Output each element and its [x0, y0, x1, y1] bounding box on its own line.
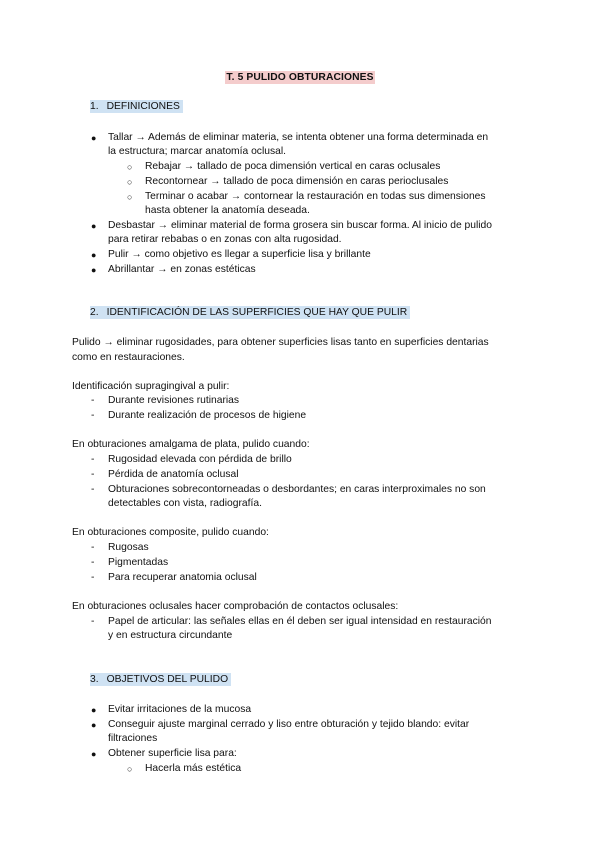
dash-bullet: -	[91, 410, 95, 421]
list-item-text: Obturaciones sobrecontorneadas o desbordantes; en caras interproximales no son	[108, 484, 486, 495]
list-item-text: Pérdida de anatomía oclusal	[108, 469, 239, 480]
sub-list-item-text: Hacerla más estética	[145, 763, 242, 774]
circle-bullet-icon: ○	[127, 162, 133, 172]
section-heading-definiciones: 1. DEFINICIONES	[90, 101, 183, 112]
list-item-text: y en estructura circundante	[108, 630, 233, 641]
section-heading-objetivos: 3. OBJETIVOS DEL PULIDO	[90, 674, 231, 685]
list-item-text: filtraciones	[108, 733, 158, 744]
paragraph-text: En obturaciones amalgama de plata, pulido cuando:	[72, 439, 310, 450]
circle-bullet-icon: ○	[127, 192, 133, 202]
circle-bullet-icon: ○	[127, 764, 133, 774]
paragraph-text: Pulido → eliminar rugosidades, para obtener superficies lisas tanto en superficies dentarias	[72, 337, 489, 348]
dash-bullet: -	[91, 484, 95, 495]
bullet-icon: ●	[91, 720, 97, 730]
paragraph-text: Identificación supragingival a pulir:	[72, 381, 230, 392]
list-item-text: Durante realización de procesos de higiene	[108, 410, 307, 421]
bullet-icon: ●	[91, 221, 97, 231]
sub-list-item-text: Recontornear → tallado de poca dimensión en caras perioclusales	[145, 176, 449, 187]
list-item-text: Para recuperar anatomia oclusal	[108, 572, 257, 583]
list-item-text: Abrillantar → en zonas estéticas	[108, 264, 256, 275]
sub-list-item-text: hasta obtener la anatomía deseada.	[145, 205, 310, 216]
list-item-text: Pigmentadas	[108, 557, 169, 568]
list-item-text: Rugosidad elevada con pérdida de brillo	[108, 454, 292, 465]
list-item-text: Pulir → como objetivo es llegar a superficie lisa y brillante	[108, 249, 371, 260]
bullet-icon: ●	[91, 265, 97, 275]
paragraph-text: En obturaciones oclusales hacer comprobación de contactos oclusales:	[72, 601, 399, 612]
list-item-text: Rugosas	[108, 542, 149, 553]
list-item-text: Evitar irritaciones de la mucosa	[108, 704, 252, 715]
list-item-text: detectables con vista, radiografía.	[108, 498, 262, 509]
section-heading-identificacion: 2. IDENTIFICACIÓN DE LAS SUPERFICIES QUE HAY QUE PULIR	[90, 307, 410, 318]
list-item-text: Tallar → Además de eliminar materia, se intenta obtener una forma determinada en	[108, 132, 489, 143]
list-item-text: Obtener superficie lisa para:	[108, 748, 237, 759]
list-item-text: Desbastar → eliminar material de forma grosera sin buscar forma. Al inicio de pulido	[108, 220, 493, 231]
sub-list-item-text: Terminar o acabar → contornear la restauración en todas sus dimensiones	[145, 191, 486, 202]
page-title: T. 5 PULIDO OBTURACIONES	[226, 72, 374, 83]
dash-bullet: -	[91, 572, 95, 583]
circle-bullet-icon: ○	[127, 177, 133, 187]
bullet-icon: ●	[91, 705, 97, 715]
dash-bullet: -	[91, 469, 95, 480]
paragraph-text: En obturaciones composite, pulido cuando:	[72, 527, 269, 538]
list-item-text: para retirar rebabas o en zonas con alta rugosidad.	[108, 234, 342, 245]
bullet-icon: ●	[91, 749, 97, 759]
list-item-text: Conseguir ajuste marginal cerrado y liso entre obturación y tejido blando: evitar	[108, 719, 470, 730]
dash-bullet: -	[91, 542, 95, 553]
dash-bullet: -	[91, 395, 95, 406]
bullet-icon: ●	[91, 250, 97, 260]
list-item-text: Durante revisiones rutinarias	[108, 395, 240, 406]
paragraph-text: como en restauraciones.	[72, 352, 185, 363]
dash-bullet: -	[91, 454, 95, 465]
list-item-text: Papel de articular: las señales ellas en él deben ser igual intensidad en restauración	[108, 616, 492, 627]
dash-bullet: -	[91, 557, 95, 568]
sub-list-item-text: Rebajar → tallado de poca dimensión vertical en caras oclusales	[145, 161, 441, 172]
dash-bullet: -	[91, 616, 95, 627]
bullet-icon: ●	[91, 133, 97, 143]
list-item-text: la estructura; marcar anatomía oclusal.	[108, 146, 286, 157]
